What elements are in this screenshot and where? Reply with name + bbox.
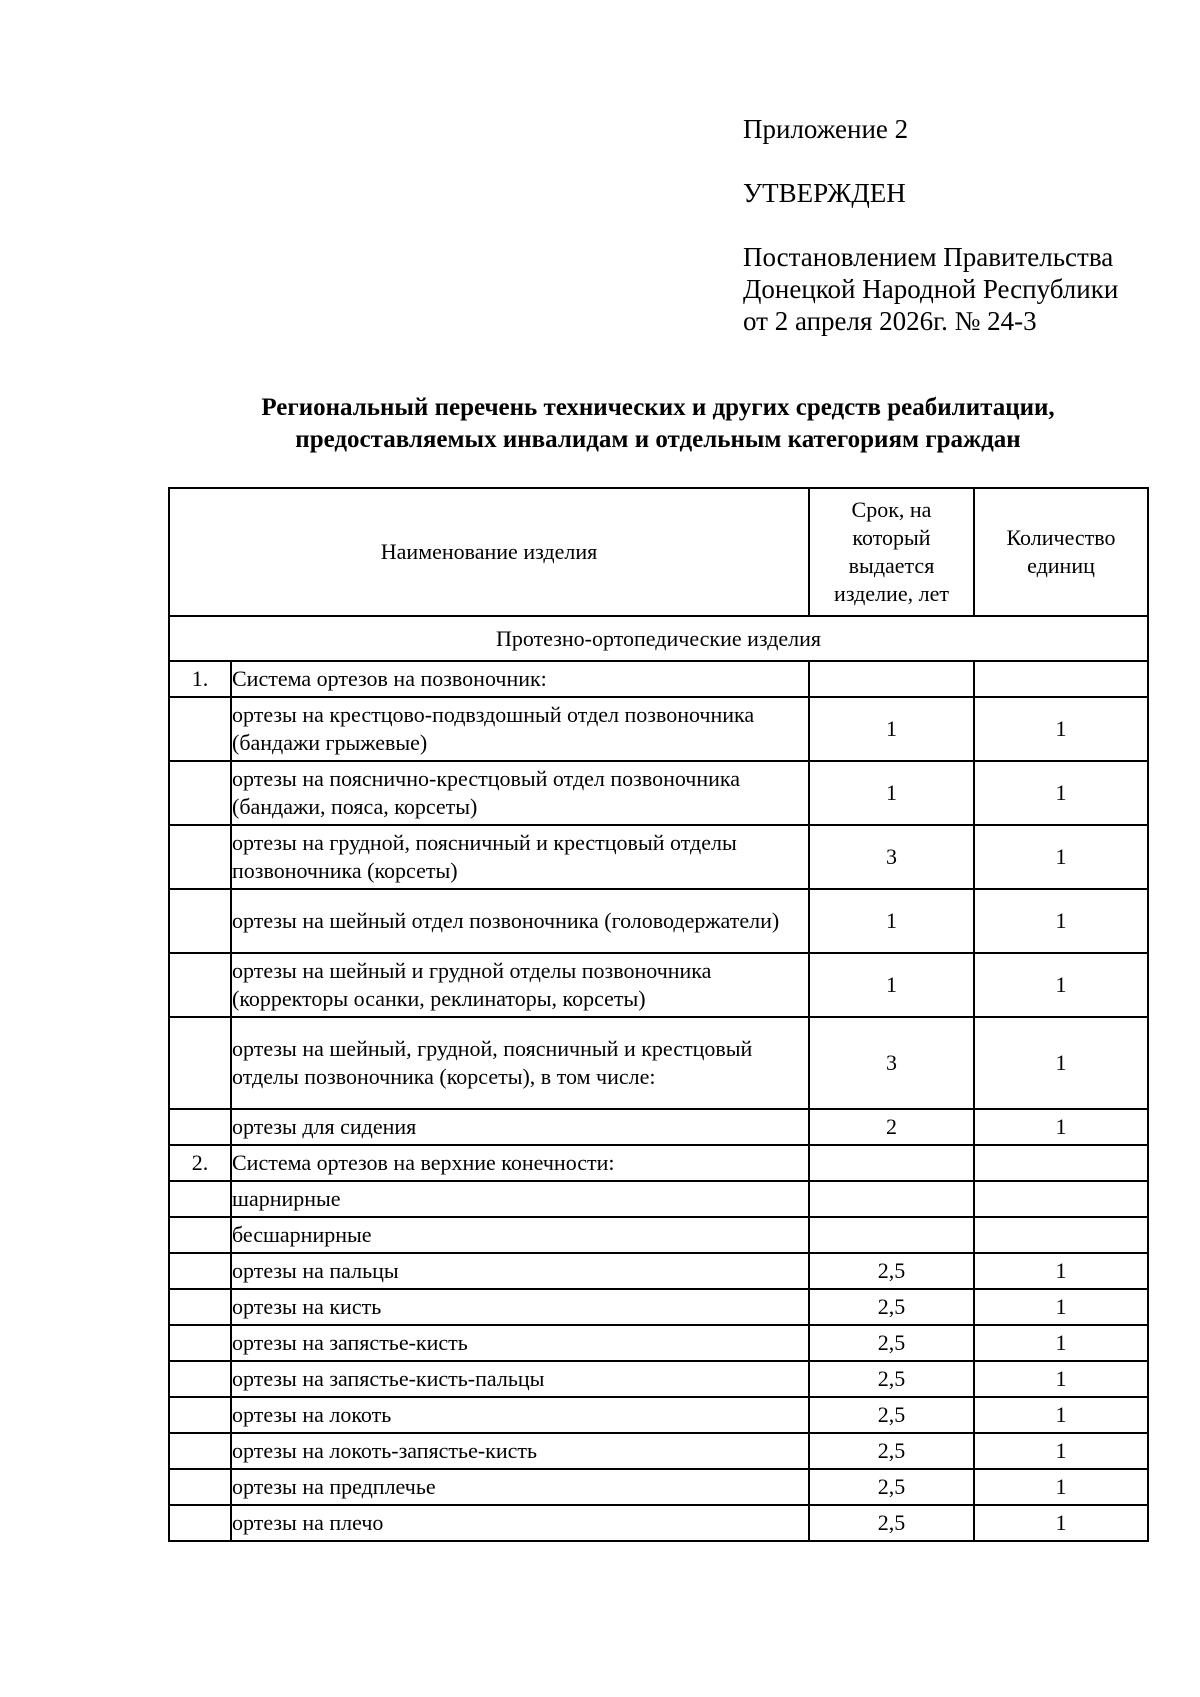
item-quantity: 1 bbox=[974, 1289, 1148, 1325]
item-quantity: 1 bbox=[974, 1325, 1148, 1361]
row-number bbox=[169, 1397, 231, 1433]
row-number bbox=[169, 1325, 231, 1361]
item-term: 3 bbox=[809, 1017, 974, 1109]
item-quantity: 1 bbox=[974, 1253, 1148, 1289]
item-term: 2,5 bbox=[809, 1505, 974, 1541]
row-number: 2. bbox=[169, 1145, 231, 1181]
item-name: ортезы на локоть bbox=[231, 1397, 809, 1433]
row-number bbox=[169, 889, 231, 953]
document-title bbox=[168, 392, 1148, 456]
item-name: Система ортезов на позвоночник: bbox=[231, 661, 809, 697]
title-line-1: Региональный перечень технических и других средств реабилитации, bbox=[261, 394, 1055, 421]
item-name: ортезы на плечо bbox=[231, 1505, 809, 1541]
row-number bbox=[169, 1253, 231, 1289]
item-quantity: 1 bbox=[974, 1397, 1148, 1433]
table-row bbox=[169, 1253, 1148, 1289]
header-item-name: Наименование изделия bbox=[169, 488, 809, 616]
item-quantity: 1 bbox=[974, 761, 1148, 825]
item-quantity: 1 bbox=[974, 1017, 1148, 1109]
item-quantity: 1 bbox=[974, 1469, 1148, 1505]
item-quantity: 1 bbox=[974, 889, 1148, 953]
section-title: Протезно-ортопедические изделия bbox=[169, 616, 1148, 661]
item-quantity: 1 bbox=[974, 1505, 1148, 1541]
item-term: 1 bbox=[809, 761, 974, 825]
item-quantity: 1 bbox=[974, 1433, 1148, 1469]
item-name: Система ортезов на верхние конечности: bbox=[231, 1145, 809, 1181]
table-row bbox=[169, 825, 1148, 889]
item-name: ортезы на пояснично-крестцовый отдел позвоночника (бандажи, пояса, корсеты) bbox=[231, 761, 809, 825]
table-row bbox=[169, 1505, 1148, 1541]
row-number bbox=[169, 1109, 231, 1145]
table-row bbox=[169, 1109, 1148, 1145]
approved-label: УТВЕРЖДЕН bbox=[743, 178, 906, 208]
row-number bbox=[169, 953, 231, 1017]
row-number bbox=[169, 1289, 231, 1325]
item-name: ортезы на шейный, грудной, поясничный и крестцовый отделы позвоночника (корсеты), в том числе: bbox=[231, 1017, 809, 1109]
item-quantity: 1 bbox=[974, 953, 1148, 1017]
item-name: ортезы на шейный и грудной отделы позвоночника (корректоры осанки, реклинаторы, корсеты) bbox=[231, 953, 809, 1017]
item-term: 2,5 bbox=[809, 1469, 974, 1505]
item-name: ортезы на кисть bbox=[231, 1289, 809, 1325]
table-row bbox=[169, 1181, 1148, 1217]
item-name: ортезы на грудной, поясничный и крестцовый отделы позвоночника (корсеты) bbox=[231, 825, 809, 889]
table-row bbox=[169, 1433, 1148, 1469]
row-number bbox=[169, 1017, 231, 1109]
item-quantity: 1 bbox=[974, 1109, 1148, 1145]
section-row bbox=[169, 616, 1148, 661]
appendix-label: Приложение 2 bbox=[743, 114, 909, 144]
item-term: 1 bbox=[809, 953, 974, 1017]
table-row bbox=[169, 1361, 1148, 1397]
item-term: 2,5 bbox=[809, 1325, 974, 1361]
item-term bbox=[809, 661, 974, 697]
row-number bbox=[169, 1181, 231, 1217]
item-name: ортезы на предплечье bbox=[231, 1469, 809, 1505]
row-number bbox=[169, 1505, 231, 1541]
item-name: бесшарнирные bbox=[231, 1217, 809, 1253]
table-row bbox=[169, 1397, 1148, 1433]
item-quantity bbox=[974, 661, 1148, 697]
table-row bbox=[169, 1217, 1148, 1253]
row-number bbox=[169, 697, 231, 761]
item-term bbox=[809, 1181, 974, 1217]
table-row bbox=[169, 761, 1148, 825]
item-term: 1 bbox=[809, 697, 974, 761]
approval-line-2: Донецкой Народной Республики bbox=[743, 274, 1119, 304]
table-row bbox=[169, 1145, 1148, 1181]
table-row bbox=[169, 953, 1148, 1017]
header-quantity: Количество единиц bbox=[974, 488, 1148, 616]
item-term: 2,5 bbox=[809, 1433, 974, 1469]
item-term bbox=[809, 1217, 974, 1253]
item-term: 2,5 bbox=[809, 1397, 974, 1433]
item-term: 2 bbox=[809, 1109, 974, 1145]
item-name: ортезы на запястье-кисть-пальцы bbox=[231, 1361, 809, 1397]
item-quantity: 1 bbox=[974, 697, 1148, 761]
item-term: 2,5 bbox=[809, 1289, 974, 1325]
row-number: 1. bbox=[169, 661, 231, 697]
table-row bbox=[169, 1469, 1148, 1505]
item-name: ортезы на локоть-запястье-кисть bbox=[231, 1433, 809, 1469]
table-row bbox=[169, 1017, 1148, 1109]
title-line-2: предоставляемых инвалидам и отдельным категориям граждан bbox=[295, 426, 1021, 453]
item-term: 1 bbox=[809, 889, 974, 953]
item-term: 2,5 bbox=[809, 1253, 974, 1289]
item-quantity bbox=[974, 1181, 1148, 1217]
row-number bbox=[169, 1361, 231, 1397]
item-quantity: 1 bbox=[974, 825, 1148, 889]
table-header-row bbox=[169, 488, 1148, 616]
approval-block bbox=[743, 113, 1183, 337]
approval-line-1: Постановлением Правительства bbox=[743, 242, 1114, 272]
row-number bbox=[169, 761, 231, 825]
item-term: 2,5 bbox=[809, 1361, 974, 1397]
approval-line-3: от 2 апреля 2026г. № 24-3 bbox=[743, 306, 1037, 336]
item-name: ортезы для сидения bbox=[231, 1109, 809, 1145]
item-term bbox=[809, 1145, 974, 1181]
item-name: ортезы на шейный отдел позвоночника (головодержатели) bbox=[231, 889, 809, 953]
item-name: ортезы на запястье-кисть bbox=[231, 1325, 809, 1361]
row-number bbox=[169, 1217, 231, 1253]
table-row bbox=[169, 697, 1148, 761]
rehabilitation-items-table bbox=[168, 487, 1149, 1542]
item-quantity: 1 bbox=[974, 1361, 1148, 1397]
item-name: ортезы на крестцово-подвздошный отдел позвоночника (бандажи грыжевые) bbox=[231, 697, 809, 761]
item-quantity bbox=[974, 1217, 1148, 1253]
table-row bbox=[169, 1289, 1148, 1325]
item-name: ортезы на пальцы bbox=[231, 1253, 809, 1289]
row-number bbox=[169, 1469, 231, 1505]
table-row bbox=[169, 1325, 1148, 1361]
table-row bbox=[169, 661, 1148, 697]
item-name: шарнирные bbox=[231, 1181, 809, 1217]
item-term: 3 bbox=[809, 825, 974, 889]
table-row bbox=[169, 889, 1148, 953]
row-number bbox=[169, 825, 231, 889]
row-number bbox=[169, 1433, 231, 1469]
header-term: Срок, на который выдается изделие, лет bbox=[809, 488, 974, 616]
item-quantity bbox=[974, 1145, 1148, 1181]
